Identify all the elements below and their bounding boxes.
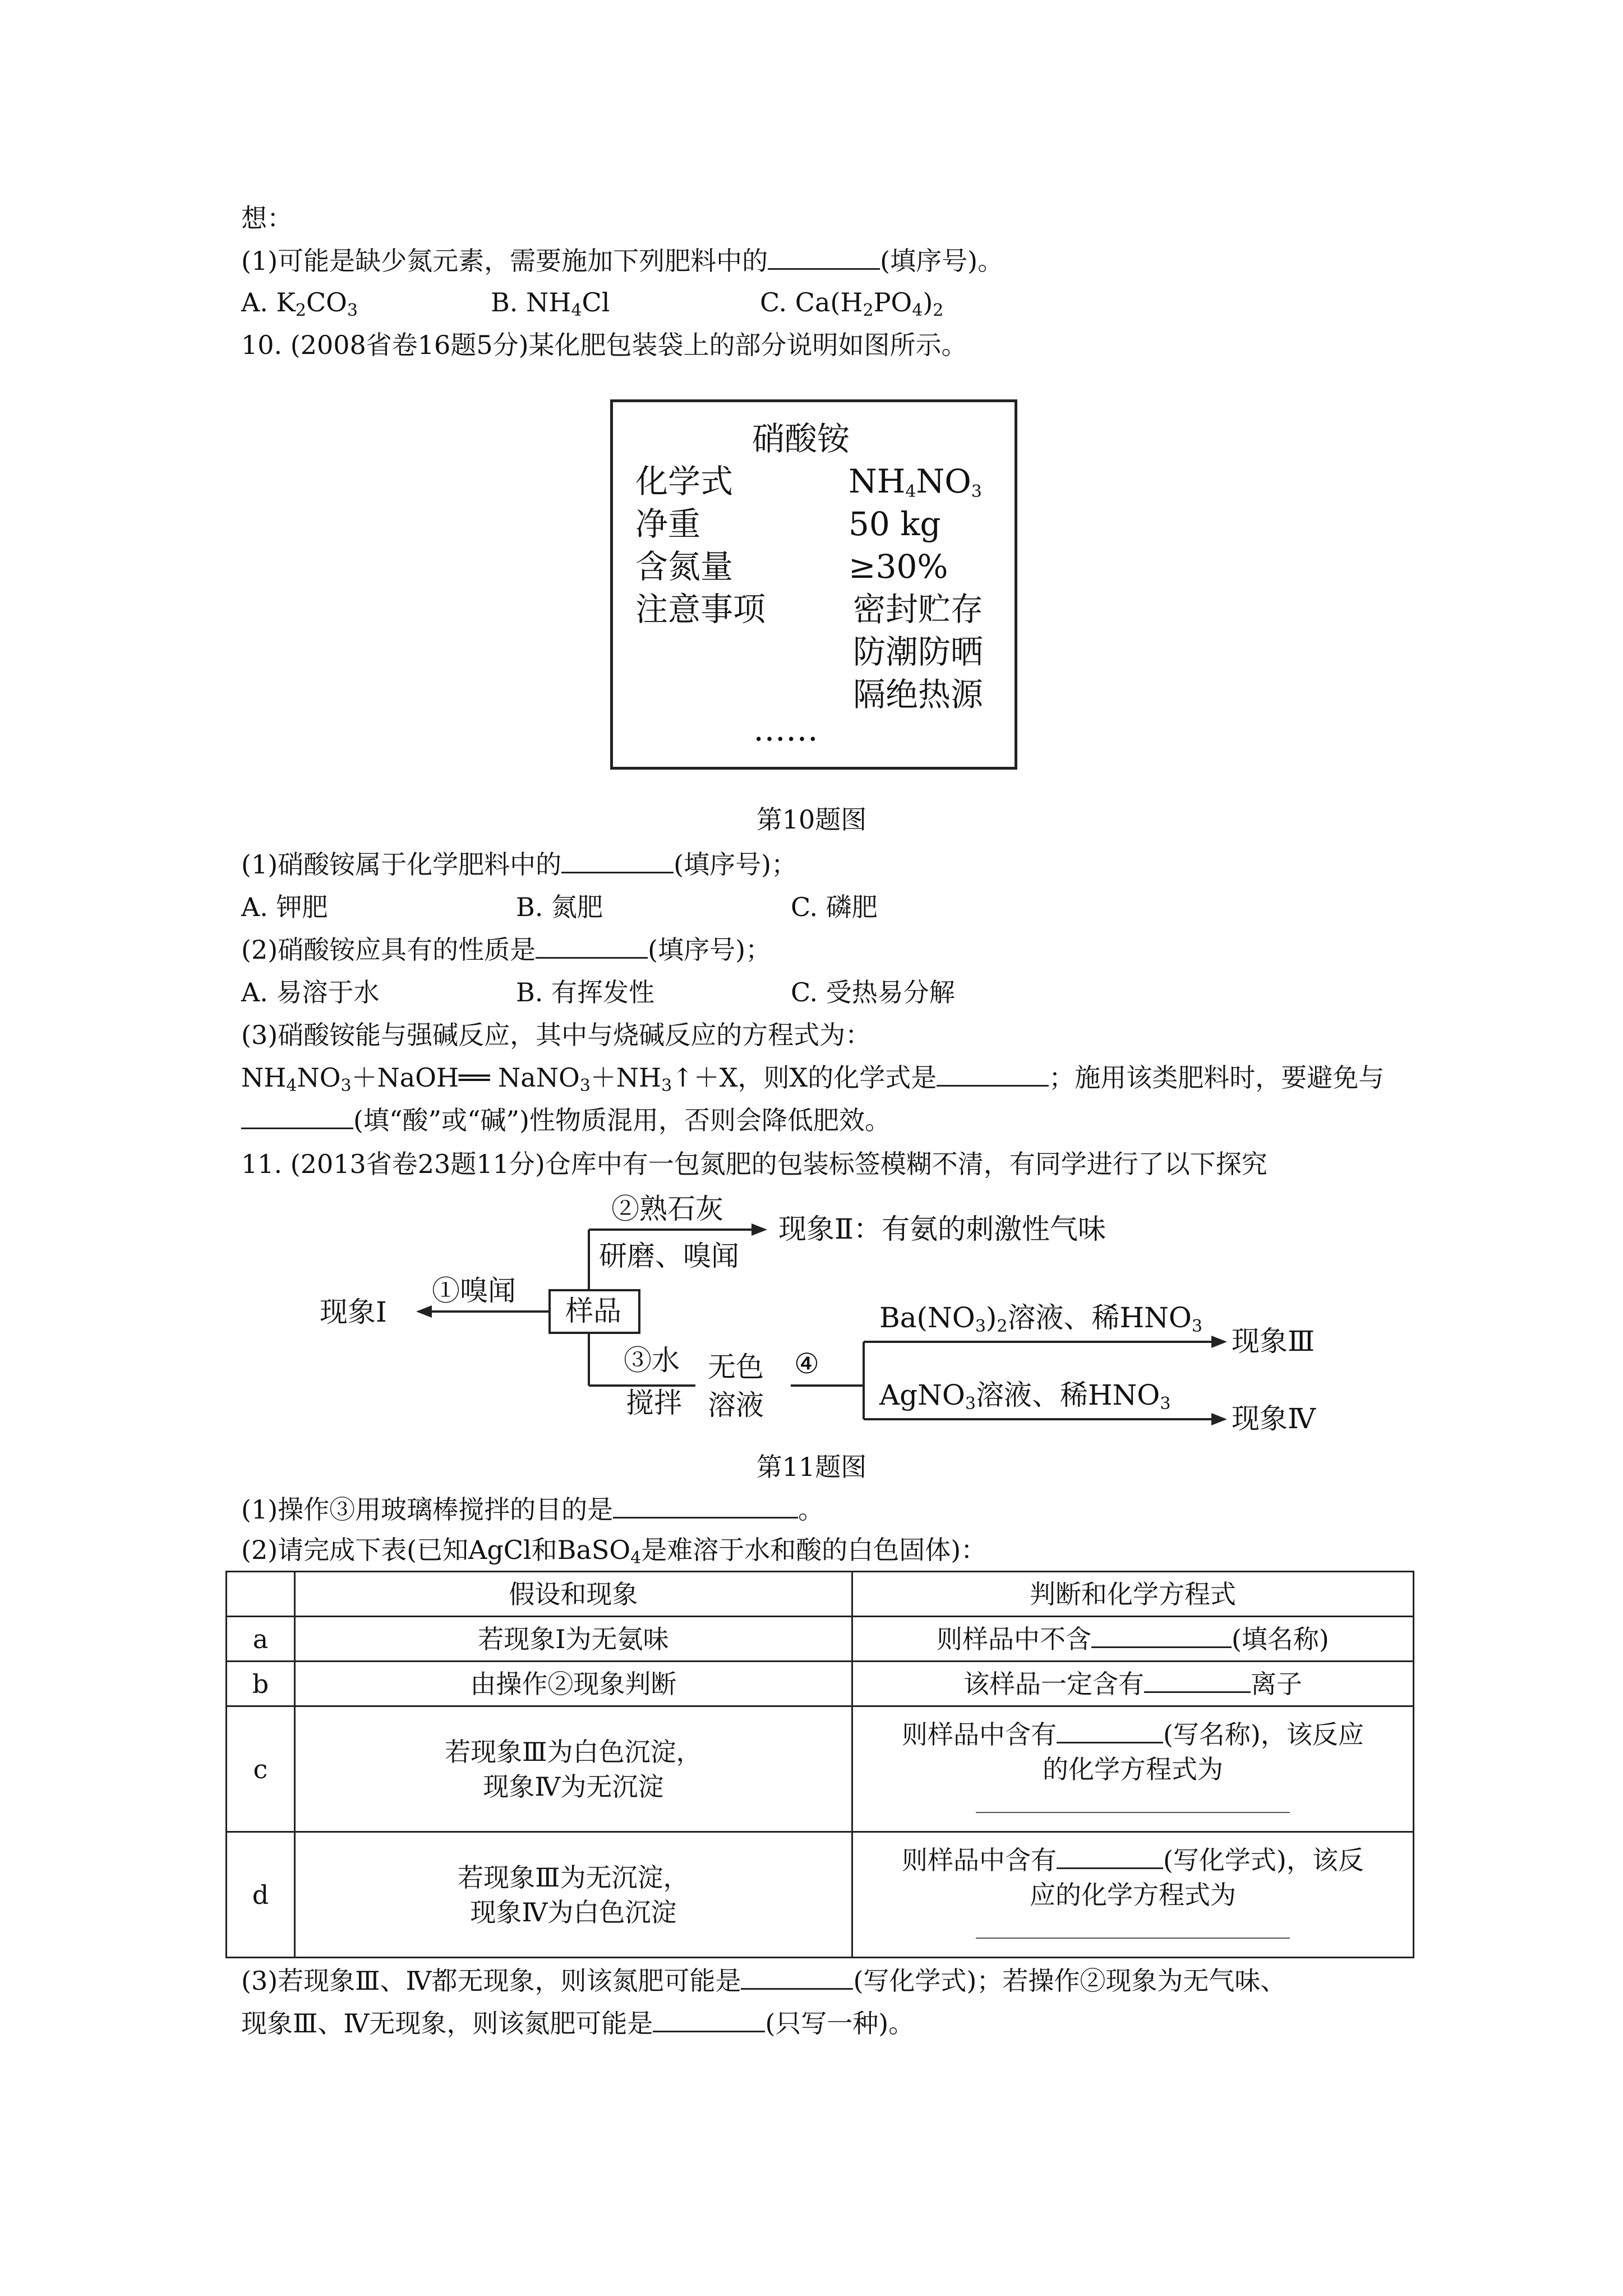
subscript: 3	[1191, 1317, 1202, 1336]
formula-part: )	[923, 287, 933, 318]
judgment-text: (写化学式)，该反	[1163, 1844, 1364, 1875]
row-id: a	[227, 1617, 295, 1662]
hypothesis-text: 若现象Ⅲ为无沉淀，	[458, 1862, 689, 1893]
table-header	[227, 1572, 295, 1617]
flow-reagent-ag	[879, 1378, 1170, 1412]
question-text: (填“酸”或“碱”)性物质混用，否则会降低肥效。	[353, 1105, 891, 1135]
row-hypothesis	[294, 1832, 852, 1958]
subscript: 2	[997, 1317, 1008, 1336]
subscript: 3	[965, 1394, 976, 1414]
figure-caption-11: 第11题图	[756, 1452, 867, 1482]
option-label: A. K	[241, 287, 296, 318]
subscript: 3	[661, 1076, 672, 1096]
flow-step-2-action: 研磨、嗅闻	[599, 1240, 739, 1272]
row-judgment	[852, 1706, 1413, 1832]
flow-step-2-reagent: ②熟石灰	[611, 1193, 723, 1225]
figure-caption-10: 第10题图	[756, 804, 867, 835]
question-11-2	[241, 1533, 986, 1567]
answer-blank[interactable]	[1091, 1622, 1232, 1648]
formula-part: PO	[873, 287, 912, 318]
subscript: 3	[579, 1076, 591, 1096]
row-hypothesis	[294, 1706, 852, 1832]
flow-solution: 无色	[708, 1351, 764, 1383]
question-text: (只写一种)。	[765, 2008, 915, 2039]
judgment-text: 则样品中不含	[936, 1623, 1091, 1654]
row-judgment	[852, 1617, 1413, 1662]
equation-text: ＋NH	[590, 1062, 662, 1093]
option-c: C. 磷肥	[791, 892, 878, 922]
row-id: b	[227, 1662, 295, 1706]
judgment-text: 的化学方程式为	[1042, 1754, 1223, 1784]
question-11-3	[241, 1963, 1286, 1998]
equation-text: ↑＋X，则X的化学式是	[672, 1062, 937, 1093]
subscript: 2	[933, 301, 944, 320]
table-header: 判断和化学方程式	[852, 1572, 1413, 1617]
row-judgment	[852, 1662, 1413, 1706]
flow-step-3-action: 搅拌	[626, 1387, 682, 1419]
question-10: 10. (2008省卷16题5分)某化肥包装袋上的部分说明如图所示。	[241, 330, 967, 360]
formula-part: )	[985, 1301, 997, 1334]
judgment-text: (写名称)，该反应	[1163, 1719, 1364, 1750]
formula-part: NH	[241, 1062, 287, 1093]
option-b: B. 氮肥	[516, 892, 603, 922]
row-id: d	[227, 1832, 295, 1958]
judgment-text: 离子	[1250, 1668, 1302, 1699]
option-c: C. 受热易分解	[791, 977, 955, 1007]
judgment-text: (填名称)	[1231, 1623, 1329, 1654]
question-text: (1)可能是缺少氮元素，需要施加下列肥料中的	[241, 246, 768, 276]
flow-sample: 样品	[565, 1295, 621, 1327]
subscript: 4	[286, 1076, 297, 1096]
table-row	[227, 1662, 1414, 1706]
label-value-notes-1: 密封贮存	[853, 590, 984, 628]
flow-phenomenon-2: 现象Ⅱ：有氨的刺激性气味	[778, 1213, 1106, 1245]
table-header: 假设和现象	[294, 1572, 852, 1617]
formula-part: NH	[849, 462, 906, 500]
subscript: 3	[975, 1317, 986, 1336]
formula-part: NO	[916, 462, 971, 500]
formula-part: NO	[297, 1062, 341, 1093]
subscript: 4	[571, 301, 582, 320]
table-row	[227, 1706, 1414, 1832]
question-text: (3)若现象Ⅲ、Ⅳ都无现象，则该氮肥可能是	[241, 1966, 741, 1996]
label-title: 硝酸铵	[752, 420, 850, 458]
label-value-weight: 50 kg	[849, 505, 941, 543]
label-value-notes-2: 防潮防晒	[853, 633, 984, 671]
subscript: 2	[295, 301, 306, 320]
question-text: 现象Ⅲ、Ⅳ无现象，则该氮肥可能是	[241, 2008, 653, 2039]
table-header-row	[227, 1572, 1414, 1617]
subscript: 4	[905, 482, 916, 501]
text-line: 想：	[241, 203, 293, 233]
question-11-3-cont	[241, 2006, 914, 2041]
question-text: (填序号)。	[880, 246, 1004, 276]
option-label: B. NH	[491, 287, 571, 318]
row-hypothesis: 由操作②现象判断	[294, 1662, 852, 1706]
equation-blank[interactable]	[976, 1915, 1290, 1939]
option-a: A. 钾肥	[241, 892, 328, 922]
option-b: B. 有挥发性	[516, 977, 655, 1007]
answer-blank[interactable]	[653, 2006, 765, 2032]
subscript: 3	[340, 1076, 352, 1096]
flow-step-4: ④	[794, 1347, 819, 1380]
flow-phenomenon-1: 现象Ⅰ	[320, 1296, 387, 1328]
equation-text: ＋NaOH══ NaNO	[351, 1062, 580, 1093]
label-key-formula: 化学式	[635, 462, 734, 500]
formula-part: Ba(NO	[879, 1301, 975, 1334]
option-a: A. 易溶于水	[241, 977, 380, 1007]
formula-part: 溶液、稀HNO	[975, 1379, 1160, 1411]
label-key-notes: 注意事项	[635, 590, 766, 628]
subscript: 4	[630, 1548, 642, 1568]
answer-blank[interactable]	[613, 1492, 798, 1519]
label-more: ……	[753, 710, 818, 748]
judgment-text: 该样品一定含有	[963, 1668, 1144, 1699]
question-text: (2)硝酸铵应具有的性质是	[241, 935, 536, 965]
question-10-3: (3)硝酸铵能与强碱反应，其中与烧碱反应的方程式为：	[241, 1020, 872, 1050]
hypothesis-text: 若现象Ⅲ为白色沉淀，	[445, 1736, 702, 1767]
question-text: (2)请完成下表(已知AgCl和BaSO	[241, 1535, 631, 1565]
flow-step-1: ①嗅闻	[432, 1274, 516, 1307]
equation-blank[interactable]	[976, 1789, 1290, 1813]
result-table	[225, 1571, 1414, 1958]
question-text: (1)操作③用玻璃棒搅拌的目的是	[241, 1494, 614, 1525]
question-text: 是难溶于水和酸的白色固体)：	[641, 1535, 987, 1565]
row-judgment	[852, 1832, 1413, 1958]
subscript: 3	[1160, 1394, 1171, 1414]
judgment-text: 则样品中含有	[901, 1719, 1057, 1750]
answer-blank[interactable]	[1057, 1717, 1163, 1743]
flow-phenomenon-3: 现象Ⅲ	[1232, 1325, 1315, 1358]
flow-step-3-reagent: ③水	[624, 1344, 680, 1377]
question-text: (1)硝酸铵属于化学肥料中的	[241, 849, 562, 880]
judgment-text: 则样品中含有	[901, 1844, 1057, 1875]
question-text: (写化学式)；若操作②现象为无气味、	[853, 1966, 1287, 1996]
judgment-text: 应的化学方程式为	[1029, 1879, 1236, 1910]
question-text: (填序号)；	[648, 935, 772, 965]
table-row	[227, 1617, 1414, 1662]
flow-solution: 溶液	[708, 1389, 764, 1421]
flow-reagent-ba	[879, 1300, 1202, 1335]
answer-blank[interactable]	[1057, 1843, 1163, 1869]
label-key-weight: 净重	[635, 505, 701, 543]
formula-part: Cl	[582, 287, 610, 318]
hypothesis-text: 现象Ⅳ为白色沉淀	[470, 1897, 677, 1927]
option-label: C. Ca(H	[760, 287, 863, 318]
formula-part: 溶液、稀HNO	[1007, 1301, 1192, 1334]
table-row	[227, 1832, 1414, 1958]
answer-blank[interactable]	[741, 1963, 853, 1990]
question-text: (填序号)；	[674, 849, 797, 880]
formula-part: CO	[306, 287, 347, 318]
label-key-nitrogen: 含氮量	[635, 547, 734, 586]
question-text: 。	[798, 1494, 824, 1525]
subscript: 4	[912, 301, 923, 320]
subscript: 3	[971, 482, 982, 501]
answer-blank[interactable]	[1144, 1667, 1251, 1693]
subscript: 2	[863, 301, 874, 320]
question-11-1	[241, 1492, 824, 1527]
question-text: ；施用该类肥料时，要避免与	[1049, 1062, 1385, 1093]
flow-phenomenon-4: 现象Ⅳ	[1232, 1402, 1316, 1435]
label-value-notes-3: 隔绝热源	[853, 675, 984, 714]
subscript: 3	[347, 301, 358, 320]
hypothesis-text: 现象Ⅳ为无沉淀	[483, 1771, 664, 1802]
row-id: c	[227, 1706, 295, 1832]
question-11: 11. (2013省卷23题11分)仓库中有一包氮肥的包装标签模糊不清，有同学进行了以下探究	[241, 1149, 1267, 1179]
label-value-nitrogen: ≥30%	[849, 547, 948, 586]
row-hypothesis: 若现象Ⅰ为无氨味	[294, 1617, 852, 1662]
formula-part: AgNO	[879, 1379, 965, 1411]
